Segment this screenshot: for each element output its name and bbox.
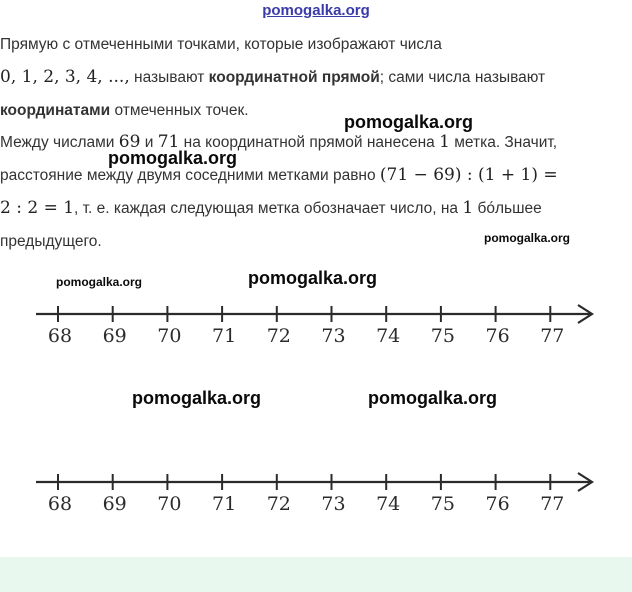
math-number: 71	[157, 132, 180, 152]
tick-label: 75	[430, 325, 455, 347]
math-number: 1	[462, 198, 474, 218]
tick-label: 70	[157, 325, 182, 347]
tick-label: 73	[321, 325, 346, 347]
watermark: pomogalka.org	[484, 231, 571, 245]
watermark: pomogalka.org	[108, 148, 238, 168]
text: Прямую с отмеченными точками, которые изображают числа	[0, 36, 442, 53]
term-coordinate-line: координатной прямой	[208, 69, 380, 86]
tick-label: 70	[157, 493, 182, 515]
watermark: pomogalka.org	[56, 275, 143, 289]
math-expression: 2 : 2 = 1	[0, 198, 75, 218]
math-number: 1	[439, 132, 450, 152]
number-line-2	[0, 464, 632, 520]
tick-label: 73	[321, 493, 346, 515]
tick-label: 71	[212, 493, 237, 515]
math-expression: (71 − 69) : (1 + 1) =	[379, 165, 558, 185]
watermark: pomogalka.org	[344, 112, 474, 132]
paragraph-definition	[0, 28, 628, 127]
text: на координатной прямой нанесена	[179, 134, 440, 151]
tick-label: 68	[47, 493, 73, 515]
number-sequence: 0, 1, 2, 3, 4, ...,	[0, 67, 130, 87]
paragraph-line	[0, 28, 628, 61]
paragraph-line	[0, 94, 628, 127]
paragraph-line	[0, 126, 628, 159]
tick-label: 72	[266, 493, 291, 515]
text: , т. е. каждая следующая метка обозначает число, на	[74, 200, 463, 217]
tick-label: 68	[47, 325, 73, 347]
footer-band	[0, 557, 632, 592]
tick-label: 74	[376, 325, 401, 347]
tick-label: 77	[540, 493, 565, 515]
tick-label: 74	[376, 493, 401, 515]
text: метка. Значит,	[449, 134, 558, 151]
tick-label: 71	[212, 325, 237, 347]
watermark: pomogalka.org	[248, 268, 378, 288]
number-line-1	[0, 296, 632, 352]
tick-label: 76	[485, 325, 510, 347]
tick-label: 75	[430, 493, 455, 515]
header-watermark[interactable]: pomogalka.org	[262, 2, 370, 19]
text: называют	[129, 69, 209, 86]
tick-label: 77	[540, 325, 565, 347]
math-number: 69	[118, 132, 141, 152]
text: расстояние между двумя соседними метками равно	[0, 167, 380, 184]
tick-label: 76	[485, 493, 510, 515]
tick-label: 69	[102, 493, 127, 515]
text: бо́льшее	[473, 200, 542, 217]
tick-label: 72	[266, 325, 291, 347]
paragraph-line	[0, 159, 628, 192]
tick-label: 69	[102, 325, 127, 347]
paragraph-line	[0, 61, 628, 94]
text: ; сами числа называют	[379, 69, 546, 86]
watermark: pomogalka.org	[132, 388, 262, 408]
text: и	[140, 134, 158, 151]
text: отмеченных точек.	[110, 102, 249, 119]
watermark: pomogalka.org	[368, 388, 498, 408]
paragraph-line	[0, 192, 628, 225]
term-coordinates: координатами	[0, 102, 111, 119]
text: Между числами	[0, 134, 119, 151]
text: предыдущего.	[0, 233, 102, 250]
